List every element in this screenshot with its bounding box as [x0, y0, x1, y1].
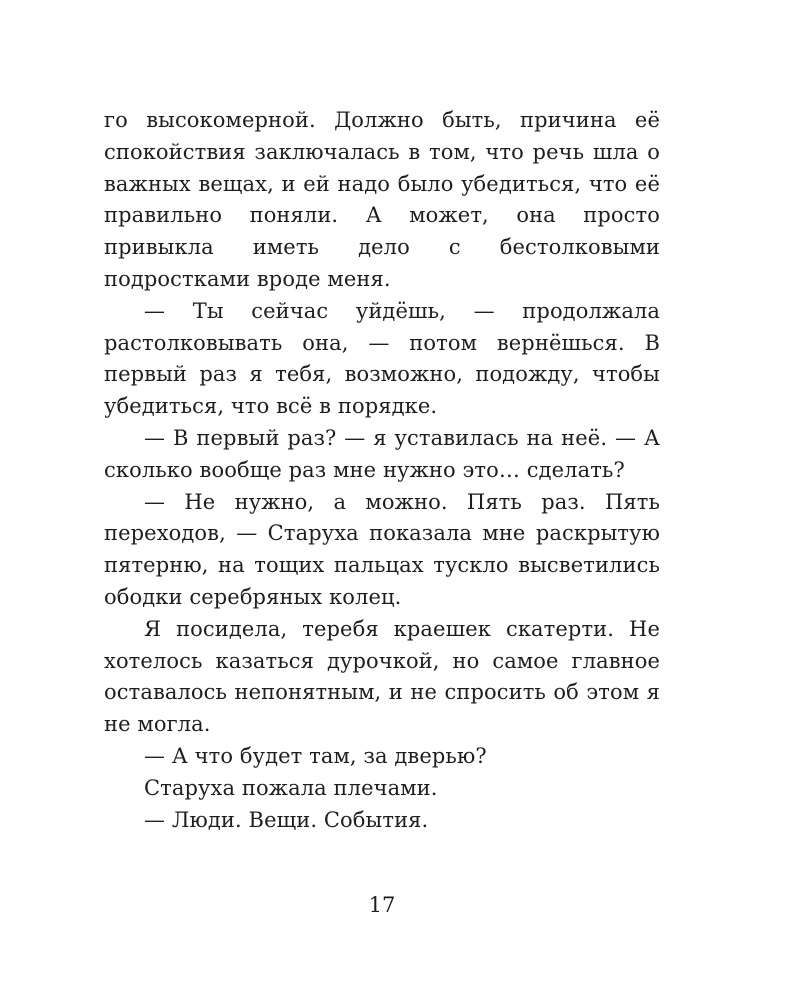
paragraph: Старуха пожала плечами. — [144, 775, 438, 800]
paragraph: Я посидела, теребя краешек скатерти. Не хотелось казаться дурочкой, но самое главное оставалось непонятным, и не спросить об этом я не могла. — [104, 616, 660, 737]
paragraph: — Люди. Вещи. События. — [144, 807, 429, 832]
paragraph: — А что будет там, за дверью? — [144, 743, 487, 768]
paragraph: — Не нужно, а можно. Пять раз. Пять переходов, — Старуха показала мне раскрытую пятерню, на тощих пальцах тускло высветились ободки серебряных колец. — [104, 489, 660, 609]
paragraph-continued: го высокомерной. Должно быть, причина её спокойствия заключалась в том, что речь шла о важных вещах, и ей надо было убедиться, что её правильно поняли. А может, она просто привыкла иметь дело с бестолковыми подростками вроде меня. — [104, 108, 660, 291]
paragraph: — Ты сейчас уйдёшь, — продолжала растолковывать она, — потом вернёшься. В первый раз я тебя, возможно, подожду, чтобы убедиться, что всё в порядке. — [104, 298, 660, 419]
body-text — [104, 105, 660, 836]
page-number: 17 — [368, 893, 396, 917]
paragraph: — В первый раз? — я уставилась на неё. — А сколько вообще раз мне нужно это… сделать? — [104, 425, 660, 482]
